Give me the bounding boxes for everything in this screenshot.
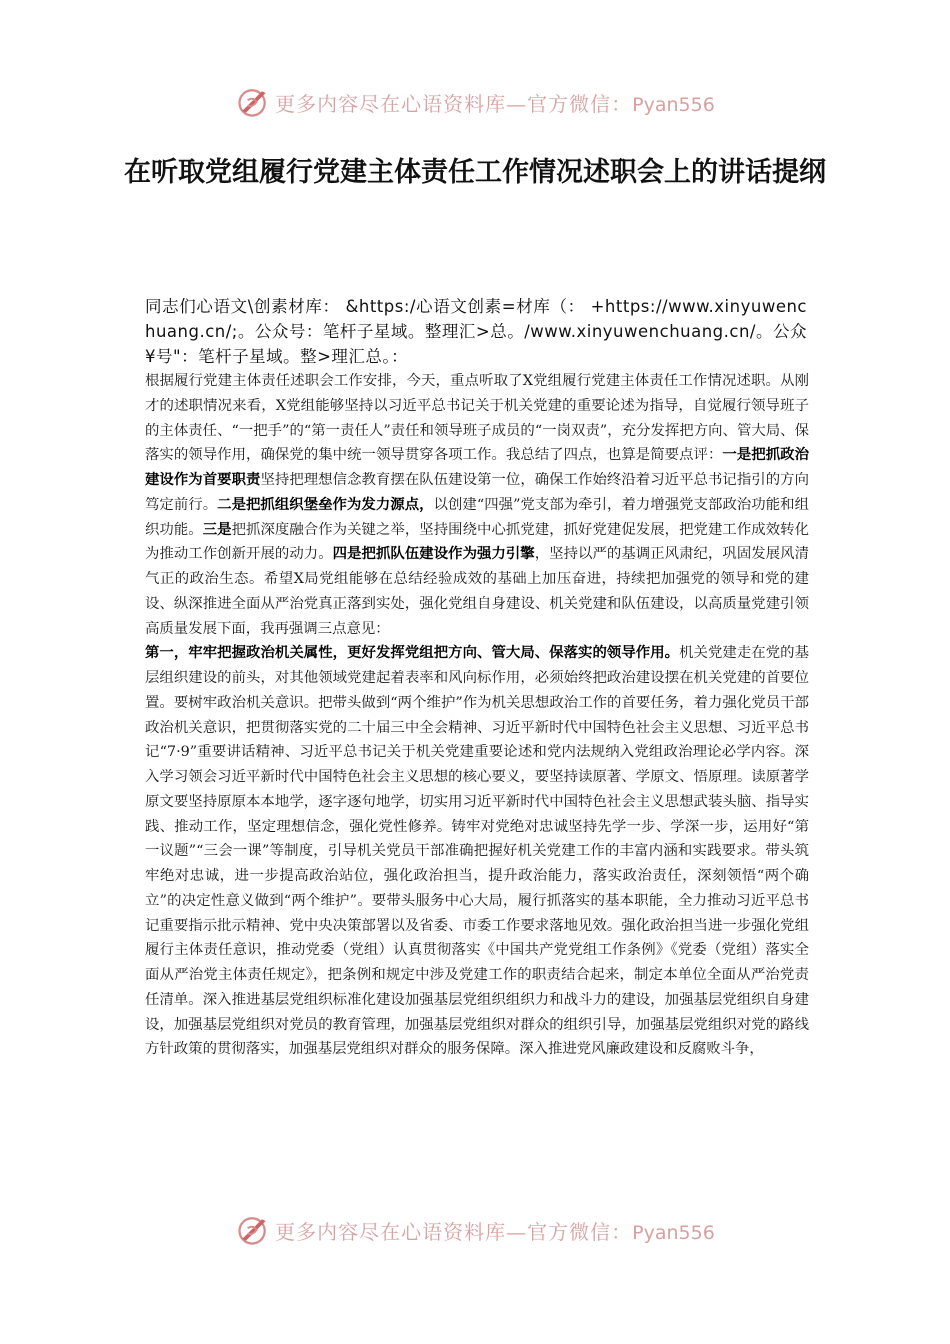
document-body xyxy=(145,369,809,1062)
pen-logo-icon xyxy=(235,84,271,120)
document-title: 在听取党组履行党建主体责任工作情况述职会上的讲话提纲 xyxy=(124,157,826,188)
wechat-account: Pyan556 xyxy=(632,93,715,116)
banner-text: 更多内容尽在心语资料库—官方微信：Pyan556 xyxy=(275,91,715,116)
wechat-account: Pyan556 xyxy=(632,1221,715,1244)
paragraph-intro: 根据履行党建主体责任述职会工作安排，今天，重点听取了X党组履行党建主体责任工作情况述职。从刚才的述职情况来看，X党组能够坚持以习近平总书记关于机关党建的重要论述为指导，自觉履行领导班子的主体责任、“一把手”的“第一责任人”责任和领导班子成员的“一岗双责”，充分发挥把方向、管大局、保落实的领导作用，确保党的集中统一领导贯穿各项工作。我总结了四点，也算是简要点评：一是把抓政治建设作为首要职责坚持把理想信念教育摆在队伍建设第一位，确保工作始终沿着习近平总书记指引的方向笃定前行。二是把抓组织堡垒作为发力源点，以创建“四强”党支部为牵引，着力增强党支部政治功能和组织功能。三是把抓深度融合作为关键之举，坚持围绕中心抓党建，抓好党建促发展，把党建工作成效转化为推动工作创新开展的动力。四是把抓队伍建设作为强力引擎，坚持以严的基调正风肃纪，巩固发展风清气正的政治生态。希望X局党组能够在总结经验成效的基础上加压奋进，持续把加强党的领导和党的建设、纵深推进全面从严治党真正落到实处，强化党组自身建设、机关党建和队伍建设，以高质量党建引领高质量发展下面，我再强调三点意见： xyxy=(145,373,809,637)
banner-text: 更多内容尽在心语资料库—官方微信：Pyan556 xyxy=(275,1219,715,1244)
footer-banner xyxy=(0,1210,950,1250)
header-banner xyxy=(0,82,950,122)
source-watermark-text: 同志们心语文\创素材库： &https:/心语文创素=材库（： +https://www.xinyuwenchuang.cn/;。公众号：笔杆子星域。整理汇>总。/www.xinyuwenchuang.cn/。公众¥号"：笔杆子星域。整>理汇总。： xyxy=(145,297,807,366)
pen-logo-icon xyxy=(235,1212,271,1248)
paragraph-point-one: 第一，牢牢把握政治机关属性，更好发挥党组把方向、管大局、保落实的领导作用。机关党建走在党的基层组织建设的前头，对其他领域党建起着表率和风向标作用，必须始终把政治建设摆在机关党建的首要位置。要树牢政治机关意识。把带头做到“两个维护”作为机关思想政治工作的首要任务，着力强化党员干部政治机关意识，把贯彻落实党的二十届三中全会精神、习近平新时代中国特色社会主义思想、习近平总书记“7·9”重要讲话精神、习近平总书记关于机关党建重要论述和党内法规纳入党组政治理论必学内容。深入学习领会习近平新时代中国特色社会主义思想的核心要义，要坚持读原著、学原文、悟原理。读原著学原文要坚持原原本本地学，逐字逐句地学，切实用习近平新时代中国特色社会主义思想武装头脑、指导实践、推动工作，坚定理想信念，强化党性修养。铸牢对党绝对忠诚坚持先学一步、学深一步，运用好“第一议题”“三会一课”等制度，引导机关党员干部准确把握好机关党建工作的丰富内涵和实践要求。带头筑牢绝对忠诚，进一步提高政治站位，强化政治担当，提升政治能力，落实政治责任，深刻领悟“两个确立”的决定性意义做到“两个维护”。要带头服务中心大局，履行抓落实的基本职能，全力推动习近平总书记重要指示批示精神、党中央决策部署以及省委、市委工作要求落地见效。强化政治担当进一步强化党组履行主体责任意识，推动党委（党组）认真贯彻落实《中国共产党党组工作条例》《党委（党组）落实全面从严治党主体责任规定》，把条例和规定中涉及党建工作的职责结合起来，制定本单位全面从严治党责任清单。深入推进基层党组织标准化建设加强基层党组织组织力和战斗力的建设，加强基层党组织自身建设，加强基层党组织对党员的教育管理，加强基层党组织对群众的组织引导，加强基层党组织对党的路线方针政策的贯彻落实，加强基层党组织对群众的服务保障。深入推进党风廉政建设和反腐败斗争， xyxy=(145,644,809,1058)
